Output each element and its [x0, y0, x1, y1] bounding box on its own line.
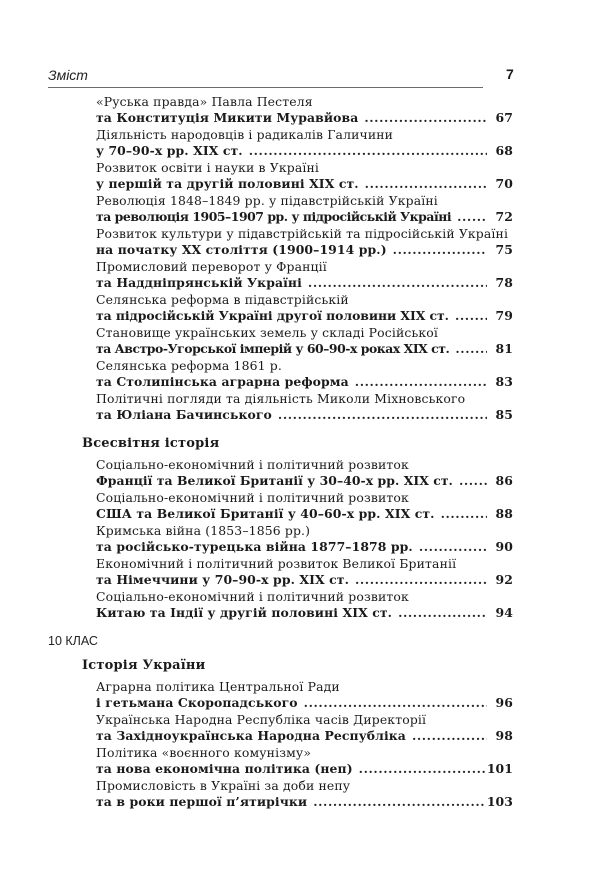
dot-leader — [412, 728, 487, 744]
dot-leader — [249, 143, 487, 159]
entry-page-number: 79 — [495, 308, 513, 324]
entry-page-number: 81 — [495, 341, 513, 357]
entry-title-line1: Діяльність народовців і радикалів Галичини — [96, 127, 394, 142]
section-heading-world-history: Всесвітня історія — [82, 436, 220, 451]
entry-title-line1: Економічний і політичний розвиток Великої Британії — [96, 556, 457, 571]
entry-title-line1: Кримська війна (1853–1856 рр.) — [96, 523, 311, 538]
entry-title-line2: та Столипінська аграрна реформа — [96, 374, 349, 390]
entry-title-line2: та російсько-турецька війна 1877–1878 рр. — [96, 539, 413, 555]
toc-entry[interactable] — [96, 358, 513, 391]
dot-leader — [304, 695, 487, 711]
toc-entry[interactable] — [96, 556, 513, 589]
toc-entry[interactable] — [96, 745, 513, 778]
entry-title-line1: Становище українських земель у складі Російської — [96, 325, 438, 340]
entry-page-number: 68 — [495, 143, 513, 159]
entry-page-number: 103 — [486, 794, 513, 810]
entry-page-number: 92 — [495, 572, 513, 588]
entry-title-line1: Українська Народна Республіка часів Директорії — [96, 712, 427, 727]
entry-title-line1: Аграрна політика Центральної Ради — [96, 679, 340, 694]
entry-page-number: 101 — [486, 761, 513, 777]
toc-entry[interactable] — [96, 679, 513, 712]
header-title: Зміст — [48, 67, 88, 83]
entry-page-number: 83 — [495, 374, 513, 390]
toc-entry[interactable] — [96, 490, 513, 523]
entry-title-line1: «Руська правда» Павла Пестеля — [96, 94, 313, 109]
entry-title-line1: Соціально-економічний і політичний розвиток — [96, 490, 409, 505]
entry-title-line2: та Конституція Микити Муравйова — [96, 110, 359, 126]
entry-title-line2: та Наддніпрянській Україні — [96, 275, 302, 291]
toc-entry[interactable] — [96, 391, 513, 424]
dot-leader — [398, 605, 487, 621]
entry-page-number: 72 — [495, 209, 513, 225]
entry-title-line1: Розвиток культури у підавстрійській та підросійській Україні — [96, 226, 509, 241]
entry-title-line2: та Західноукраїнська Народна Республіка — [96, 728, 406, 744]
entry-title-line1: Селянська реформа в підавстрійській — [96, 292, 349, 307]
entry-title-line2: та революція 1905–1907 рр. у підросійській Україні — [96, 209, 452, 225]
page-number: 7 — [506, 66, 514, 82]
toc-entry[interactable] — [96, 457, 513, 490]
toc-entry[interactable] — [96, 226, 513, 259]
entry-page-number: 78 — [495, 275, 513, 291]
entry-page-number: 90 — [495, 539, 513, 555]
entry-title-line1: Селянська реформа 1861 р. — [96, 358, 282, 373]
dot-leader — [308, 275, 487, 291]
dot-leader — [359, 761, 485, 777]
dot-leader — [355, 572, 487, 588]
dot-leader — [441, 506, 487, 522]
entry-title-line1: Промисловий переворот у Франції — [96, 259, 327, 274]
entry-page-number: 85 — [495, 407, 513, 423]
dot-leader — [459, 473, 487, 489]
dot-leader — [355, 374, 487, 390]
toc-entry[interactable] — [96, 712, 513, 745]
dot-leader — [419, 539, 487, 555]
dot-leader — [393, 242, 487, 258]
toc-entry[interactable] — [96, 292, 513, 325]
dot-leader — [313, 794, 485, 810]
toc-entry[interactable] — [96, 325, 513, 358]
entry-title-line2: і гетьмана Скоропадського — [96, 695, 298, 711]
entry-page-number: 70 — [495, 176, 513, 192]
entry-page-number: 88 — [495, 506, 513, 522]
entry-title-line2: у 70–90-х рр. XIX ст. — [96, 143, 243, 159]
entry-page-number: 75 — [495, 242, 513, 258]
entry-page-number: 86 — [495, 473, 513, 489]
entry-title-line1: Соціально-економічний і політичний розвиток — [96, 457, 409, 472]
entry-title-line1: Політика «воєнного комунізму» — [96, 745, 312, 760]
dot-leader — [455, 341, 487, 357]
entry-title-line2: та Австро-Угорської імперій у 60–90-х роках XIX ст. — [96, 341, 450, 357]
toc-entry[interactable] — [96, 127, 513, 160]
toc-entry[interactable] — [96, 193, 513, 226]
header-rule — [48, 87, 483, 88]
entry-title-line2: та нова економічна політика (неп) — [96, 761, 353, 777]
entry-title-line1: Промисловість в Україні за доби непу — [96, 778, 351, 793]
entry-title-line2: та в роки першої п’ятирічки — [96, 794, 308, 810]
entry-title-line1: Соціально-економічний і політичний розвиток — [96, 589, 409, 604]
entry-title-line2: США та Великої Британії у 40–60-х рр. XIX ст. — [96, 506, 435, 522]
toc-entry[interactable] — [96, 523, 513, 556]
entry-title-line1: Революція 1848–1849 рр. у підавстрійській Україні — [96, 193, 438, 208]
dot-leader — [457, 209, 487, 225]
entry-title-line1: Розвиток освіти і науки в Україні — [96, 160, 320, 175]
entry-title-line2: та Юліана Бачинського — [96, 407, 272, 423]
entry-title-line2: Китаю та Індії у другій половині XIX ст. — [96, 605, 393, 621]
dot-leader — [365, 176, 487, 192]
entry-page-number: 94 — [495, 605, 513, 621]
grade-label: 10 КЛАС — [48, 634, 98, 648]
entry-title-line1: Політичні погляди та діяльність Миколи Міхновського — [96, 391, 466, 406]
entry-title-line2: Франції та Великої Британії у 30–40-х рр. XIX ст. — [96, 473, 453, 489]
dot-leader — [364, 110, 487, 126]
toc-entry[interactable] — [96, 94, 513, 127]
entry-title-line2: на початку XX століття (1900–1914 рр.) — [96, 242, 387, 258]
entry-page-number: 67 — [495, 110, 513, 126]
toc-entry[interactable] — [96, 160, 513, 193]
entry-page-number: 96 — [495, 695, 513, 711]
running-header — [48, 66, 518, 88]
toc-entry[interactable] — [96, 778, 513, 811]
section-heading-history-of-ukraine: Історія України — [82, 658, 206, 673]
entry-title-line2: та Німеччини у 70–90-х рр. XIX ст. — [96, 572, 349, 588]
toc-entry[interactable] — [96, 589, 513, 622]
dot-leader — [278, 407, 487, 423]
entry-title-line2: у першій та другій половині XIX ст. — [96, 176, 359, 192]
entry-page-number: 98 — [495, 728, 513, 744]
toc-entry[interactable] — [96, 259, 513, 292]
dot-leader — [455, 308, 487, 324]
entry-title-line2: та підросійській Україні другої половини XIX ст. — [96, 308, 449, 324]
